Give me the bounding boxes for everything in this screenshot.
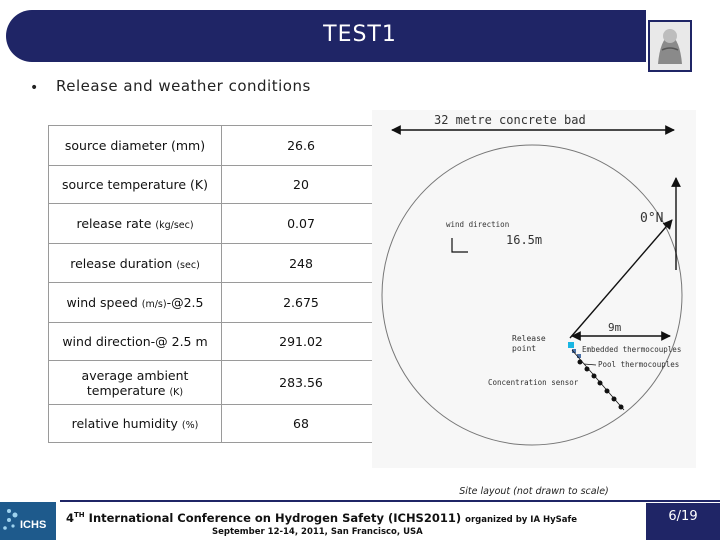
pool-thermocouples-label: Pool thermocouples [598, 360, 680, 369]
conditions-table [48, 125, 381, 443]
pool-thermocouple-pointer [584, 364, 596, 365]
table-row [49, 166, 381, 204]
release-label-point: point [512, 344, 537, 353]
row-value: 20 [222, 166, 381, 204]
table-row [49, 283, 381, 323]
conference-title: 4TH International Conference on Hydrogen Safety (ICHS2011) organized by IA HySafe [66, 511, 577, 525]
diagram-caption: Site layout (not drawn to scale) [459, 486, 609, 497]
row-value: 0.07 [222, 204, 381, 244]
release-label: Release [512, 334, 546, 343]
wind-direction-label: wind direction [446, 220, 510, 229]
embedded-thermocouples-label: Embedded thermocouples [582, 345, 682, 354]
ichs-logo [0, 502, 56, 540]
sensor-line [572, 350, 624, 410]
svg-text:ICHS: ICHS [20, 519, 47, 531]
row-label: source temperature (K) [49, 166, 222, 204]
table-row [49, 126, 381, 166]
title-bar [0, 10, 720, 62]
page-number: 6/19 [668, 509, 698, 524]
row-label: source diameter (mm) [49, 126, 222, 166]
footer [0, 500, 720, 540]
row-label: average ambient temperature (K) [49, 361, 222, 405]
row-label: wind speed (m/s)-@2.5 [49, 283, 222, 323]
release-point-marker [568, 342, 574, 348]
table-row [49, 323, 381, 361]
row-value: 26.6 [222, 126, 381, 166]
site-layout-diagram [372, 110, 696, 468]
row-value: 248 [222, 244, 381, 283]
concentration-sensor-label: Concentration sensor [488, 378, 579, 387]
row-value: 283.56 [222, 361, 381, 405]
nine-metre-label: 9m [608, 321, 622, 334]
row-label: wind direction-@ 2.5 m [49, 323, 222, 361]
north-label: 0°N [640, 211, 664, 226]
table-row [49, 405, 381, 443]
table-row [49, 361, 381, 405]
footer-divider [60, 500, 720, 502]
embedded-thermocouple-markers [572, 349, 581, 358]
page-number-box [646, 503, 720, 540]
bullet-text: Release and weather conditions [56, 77, 311, 95]
concrete-pad-circle [382, 145, 682, 445]
bullet-icon: • [30, 80, 39, 96]
distance-label: 16.5m [506, 233, 543, 247]
row-value: 2.675 [222, 283, 381, 323]
row-label: release duration (sec) [49, 244, 222, 283]
table-row [49, 244, 381, 283]
conference-dates: September 12-14, 2011, San Francisco, USA [212, 527, 423, 537]
row-value: 68 [222, 405, 381, 443]
wind-direction-arrow [452, 238, 468, 252]
table-row [49, 204, 381, 244]
row-value: 291.02 [222, 323, 381, 361]
pad-label: 32 metre concrete bad [434, 113, 586, 127]
row-label: relative humidity (%) [49, 405, 222, 443]
university-logo [648, 20, 692, 72]
slide-title: TEST1 [323, 22, 397, 47]
row-label: release rate (kg/sec) [49, 204, 222, 244]
